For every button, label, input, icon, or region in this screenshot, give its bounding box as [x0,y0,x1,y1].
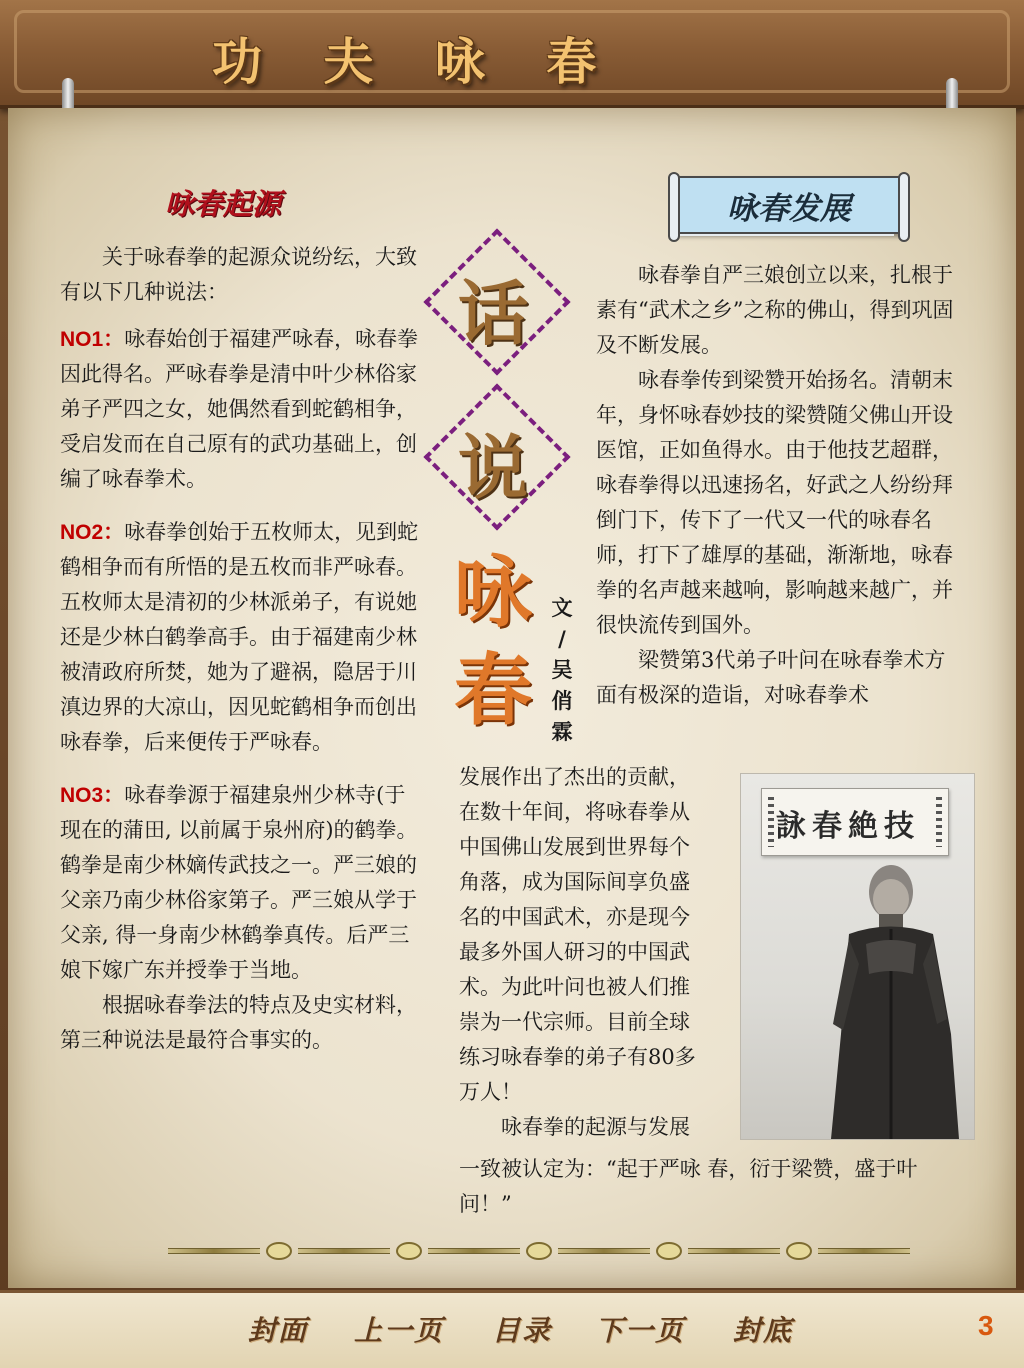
author-char: 俏 [551,688,573,713]
wrap-line: 在数十年间，将咏春拳从 [459,800,690,824]
title-char-hua: 话 [458,273,528,355]
wrap-line: 术。为此叶问也被人们推 [459,975,690,999]
item-text: 咏春拳创始于五枚师太，见到蛇鹤相争而有所悟的是五枚而非严咏春。五枚师太是清初的少林派弟子，有说她还是少林白鹤拳高手。由于福建南少林被清政府所焚，她为了避祸，隐居于川滇边界的大凉山，因见蛇鹤相争而创出咏春拳，后来便传于严咏春。 [60,520,419,754]
wrap-line: 发展作出了杰出的贡献， [459,765,690,789]
development-p2: 咏春拳传到梁赞开始扬名。清朝末年，身怀咏春妙技的梁赞随父佛山开设医馆，正如鱼得水。由于他技艺超群，咏春拳得以迅速扬名，好武之人纷纷拜倒门下，传下了一代又一代的咏春名师，打下了雄厚的基础，渐渐地，咏春拳的名声越来越响，影响越来越广，并很快流传到国外。 [596,368,953,637]
origin-item-2 [60,515,420,760]
title-char-chun: 春 [453,646,532,736]
origin-section-title: 咏春起源 [165,187,282,221]
standing-man-figure [741,774,974,1139]
nav-prev-page-button[interactable]: 上一页 [354,1314,445,1347]
author-char: 文 [551,595,573,620]
origin-item-1 [60,322,420,497]
ip-man-photo [740,773,975,1140]
wrap-line: 崇为一代宗师。目前全球 [459,1010,690,1034]
author-char: / [558,626,566,651]
nav-cover-button[interactable]: 封面 [248,1314,309,1347]
item-text: 咏春拳源于福建泉州少林寺(于现在的蒲田, 以前属于泉州府)的鹤拳。鹤拳是南少林嫡传武技之一。严三娘的父亲乃南少林俗家第子。严三娘从学于父亲, 得一身南少林鹤拳真传。后严三娘下嫁广东并授拳于当地。 [60,783,418,982]
plaque-text: 詠春絶技 [776,809,920,844]
development-p4-first: 咏春拳的起源与发展 [501,1115,690,1139]
development-section-title: 咏春发展 [727,190,851,227]
author-credit [549,592,575,747]
title-char-shuo: 说 [458,427,528,509]
wrap-line: 中国佛山发展到世界每个 [459,835,690,859]
nav-toc-button[interactable]: 目录 [492,1314,553,1347]
author-char: 霖 [551,719,573,744]
wrap-line: 名的中国武术，亦是现今 [459,905,690,929]
origin-text [60,240,420,1058]
origin-conclusion: 根据咏春拳法的特点及史实材料，第三种说法是最符合事实的。 [60,993,417,1052]
nav-next-page-button[interactable]: 下一页 [595,1314,686,1347]
item-label: NO2： [60,521,125,544]
wrap-line: 角落，成为国际间享负盛 [459,870,690,894]
nav-back-cover-button[interactable]: 封底 [733,1314,794,1347]
wrap-line: 最多外国人研习的中国武 [459,940,690,964]
title-char-yong: 咏 [453,548,532,638]
development-p3a: 梁赞第3代弟子叶问在咏春拳术方面有极深的造诣，对咏春拳术 [596,648,946,707]
development-text [596,258,966,713]
development-conclusion [459,1152,959,1222]
wrap-line: 练习咏春拳的弟子有80多 [459,1045,696,1069]
origin-intro: 关于咏春拳的起源众说纷纭，大致有以下几种说法： [60,245,417,304]
author-char: 吴 [551,657,573,682]
magazine-title: 功 夫 咏 春 [212,33,619,91]
item-text: 咏春始创于福建严咏春，咏春拳因此得名。严咏春拳是清中叶少林俗家弟子严四之女，她偶然看到蛇鹤相争，受启发而在自己原有的武功基础上，创编了咏春拳术。 [60,327,419,491]
development-text-wrap [459,760,739,1145]
item-label: NO1： [60,328,125,351]
origin-item-3 [60,778,420,988]
development-p1: 咏春拳自严三娘创立以来，扎根于素有“武术之乡”之称的佛山，得到巩固及不断发展。 [596,263,954,357]
page-number: 3 [978,1310,994,1341]
development-p4-rest: 一致被认定为：“起于严咏 春，衍于梁赞，盛于叶问！” [459,1157,918,1216]
item-label: NO3： [60,784,125,807]
wrap-line: 万人！ [459,1080,522,1104]
development-title-scroll [676,176,902,234]
ornamental-divider [168,1242,910,1260]
header-bar [0,0,1024,109]
